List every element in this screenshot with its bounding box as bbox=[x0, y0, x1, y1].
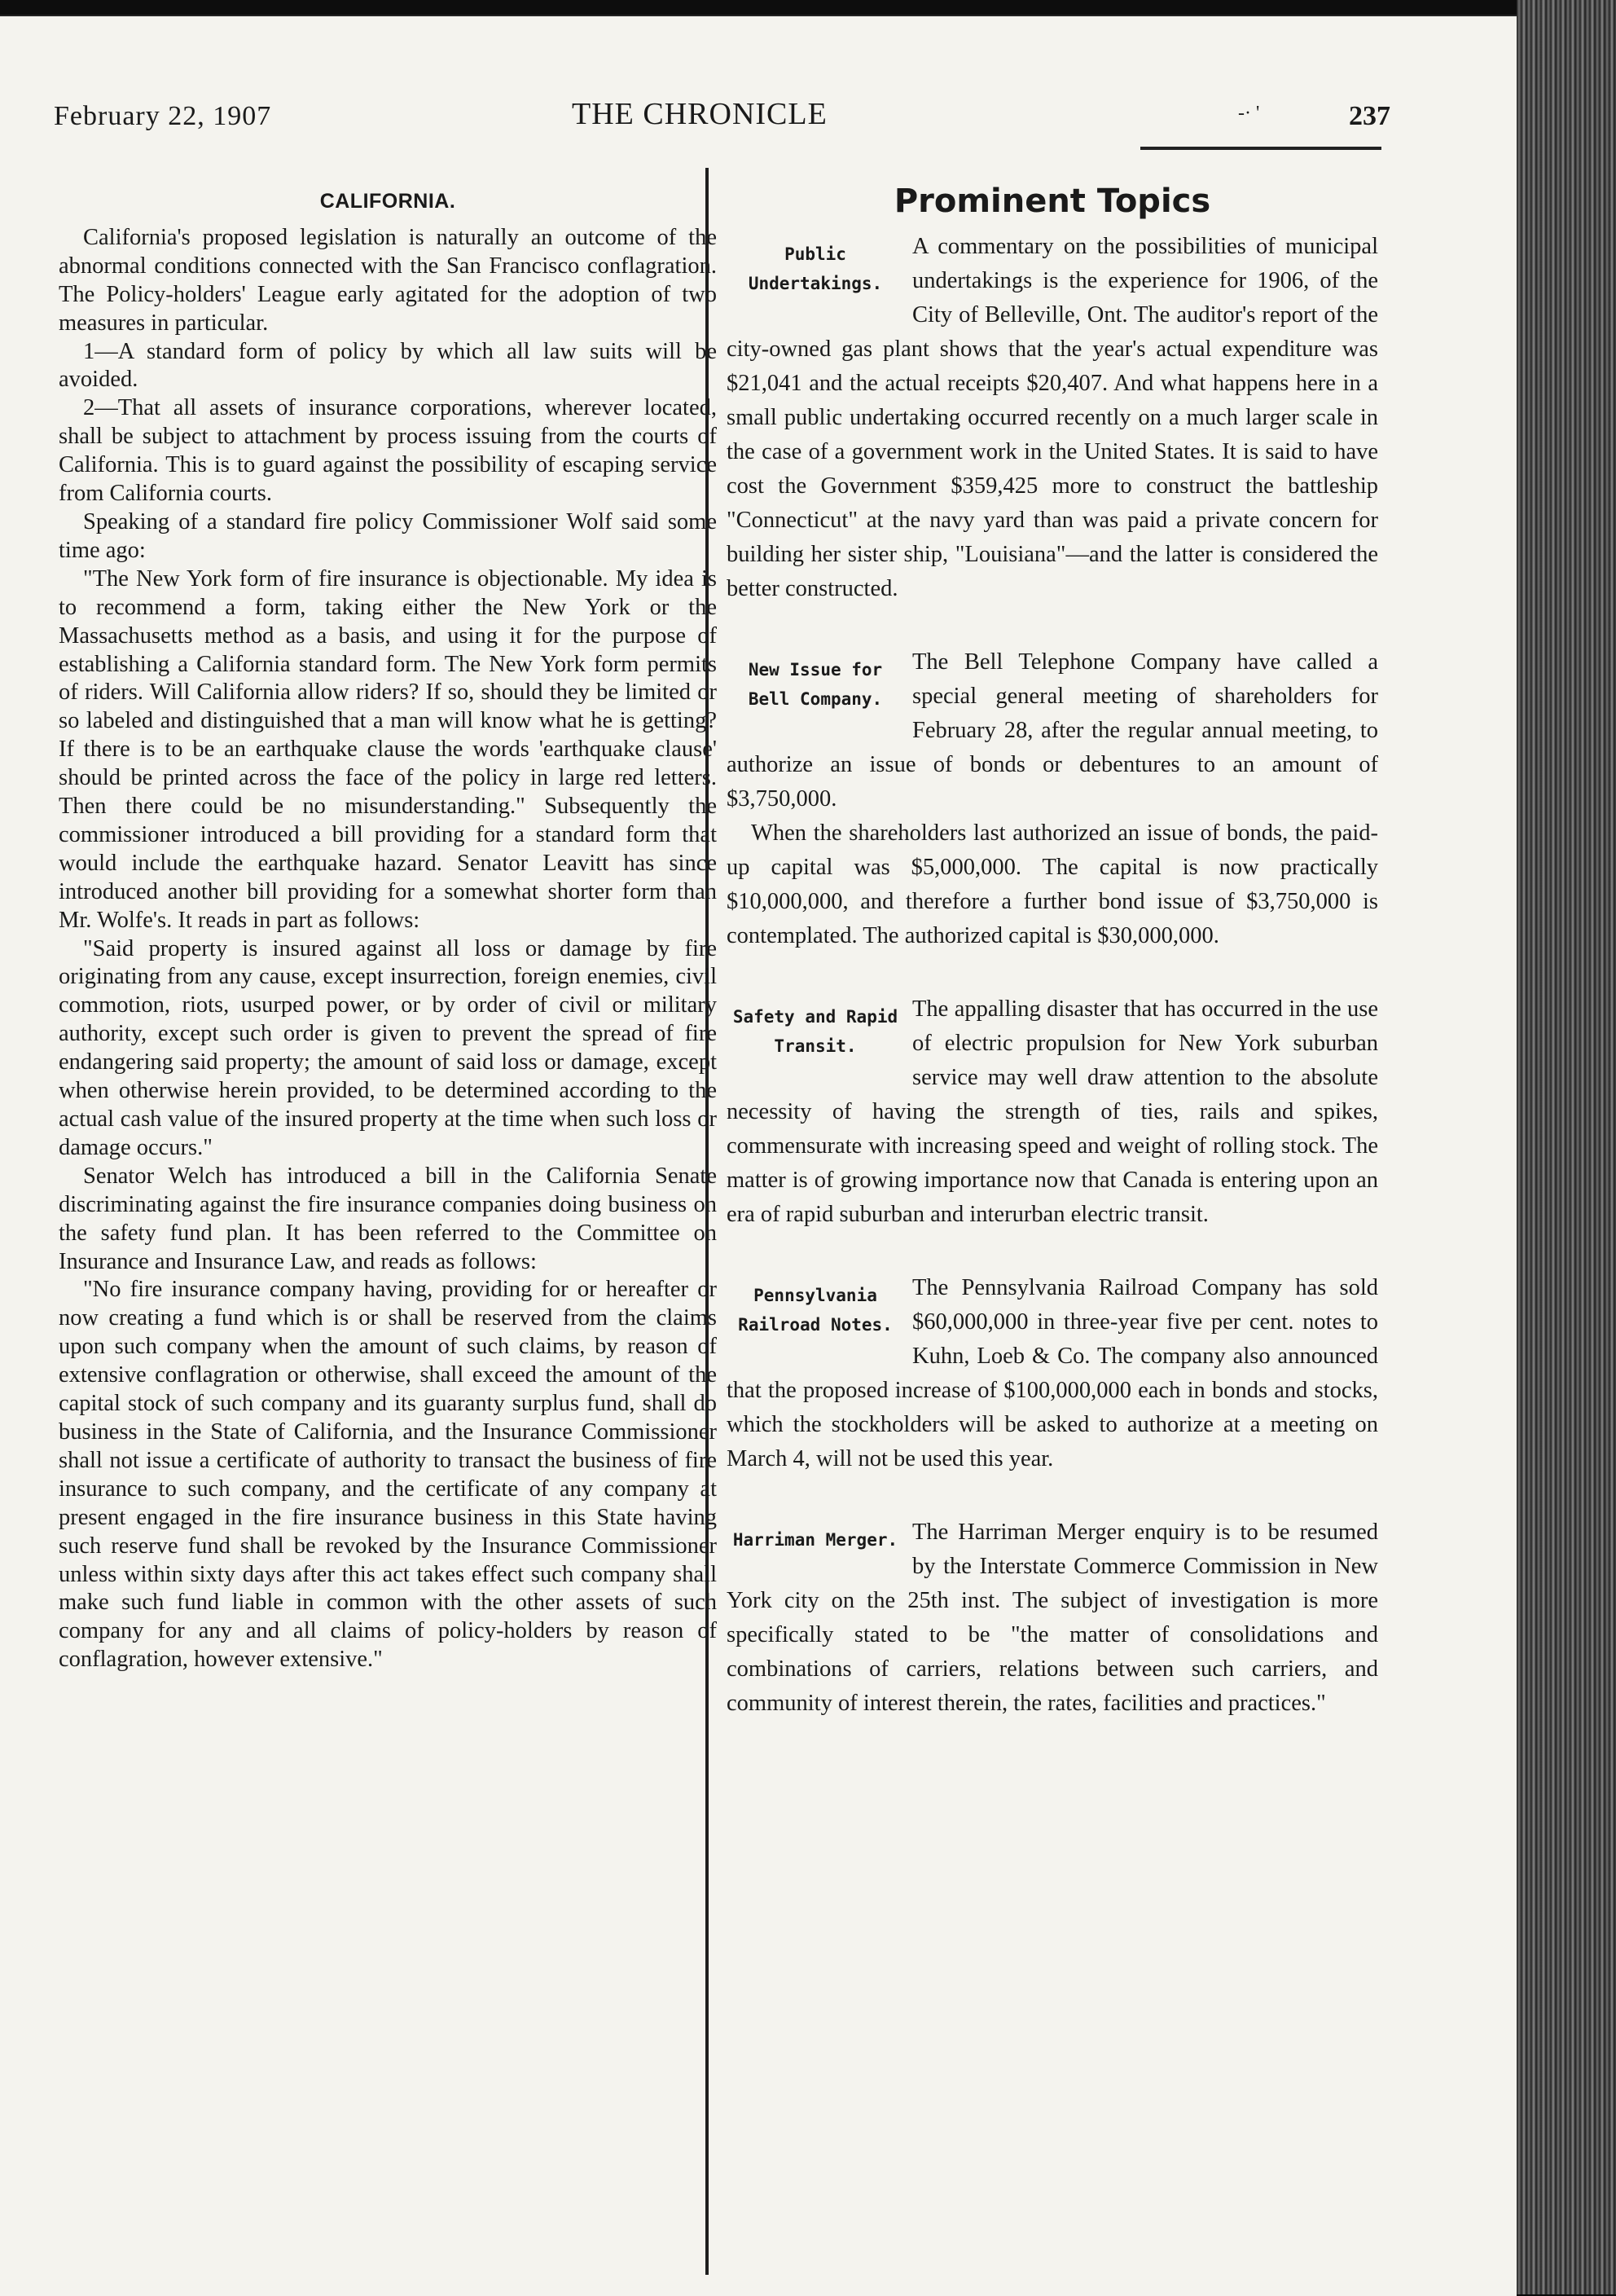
topic-paragraph: The appalling disaster that has occurred in the use of electric propulsion for New York suburban service may well draw attention to the absolute necessity of having the strength of ties, rails and spikes, commensurate with increasing speed and weight of rolling stock. The matter is of growing importance now that Canada is entering upon an era of rapid suburban and interurban electric transit. bbox=[727, 996, 1378, 1227]
header-rule bbox=[1140, 147, 1381, 150]
article-paragraph: Senator Welch has introduced a bill in the California Senate discriminating against the fire insurance companies doing business on the safety fund plan. It has been referred to the Committee on Insurance and Insurance Law, and reads as follows: bbox=[59, 1163, 717, 1274]
page-number: 237 bbox=[1349, 101, 1390, 131]
prominent-topics-column bbox=[727, 179, 1378, 1760]
topic-side-heading: Harriman Merger. bbox=[732, 1530, 898, 1550]
california-heading: CALIFORNIA. bbox=[319, 190, 456, 213]
topic-side-heading: Pennsylvania Railroad Notes. bbox=[738, 1286, 893, 1335]
california-article bbox=[59, 187, 717, 1674]
newspaper-page bbox=[0, 15, 1517, 2296]
topic-paragraph: The Pennsylvania Railroad Company has sold $60,000,000 in three-year five per cent. notes to Kuhn, Loeb & Co. The company also announced that the proposed increase of $100,000,000 each in bonds and stocks, which the stockholders will be asked to authorize at a meeting on March 4, will not be used this year. bbox=[727, 1275, 1378, 1471]
header-date: February 22, 1907 bbox=[54, 101, 272, 131]
page-header bbox=[54, 96, 1390, 145]
topic-side-heading: Safety and Rapid Transit. bbox=[732, 1007, 898, 1056]
topic-pennsylvania-railroad bbox=[727, 1271, 1378, 1476]
prominent-topics-heading: Prominent Topics bbox=[894, 183, 1211, 220]
article-paragraph: "No fire insurance company having, providing for or hereafter or now creating a fund which is or shall be reserved from the claims upon such company when the amount of such claims, by reason of extensive conflagration or otherwise, shall exceed the amount of the capital stock of such company and its guaranty surplus fund, shall do business in the State of California, and the Insurance Commissioner shall not issue a certificate of authority to transact the business of fire insurance to such company, and the certificate of any company at present engaged in the fire insurance business in this State having such reserve fund shall be revoked by the Insurance Commissioner unless within sixty days after this act takes effect such company shall make such fund liable in common with the other assets of such company for any and all claims of policy-holders by reason of conflagration, however extensive." bbox=[59, 1277, 717, 1673]
topic-bell-company bbox=[727, 645, 1378, 953]
article-paragraph: Speaking of a standard fire policy Commissioner Wolf said some time ago: bbox=[59, 508, 717, 563]
topic-safety-rapid-transit bbox=[727, 992, 1378, 1232]
topic-paragraph: The Harriman Merger enquiry is to be resumed by the Interstate Commerce Commission in New York city on the 25th inst. The subject of investigation is more specifically stated to be "the matter of consolidations and combinations of carriers, relations between such carriers, and community of interest therein, the rates, facilities and practices." bbox=[727, 1520, 1378, 1716]
article-paragraph: "The New York form of fire insurance is objectionable. My idea is to recommend a form, taking either the New York or the Massachusetts method as a basis, and using it for the purpose of establishing a California standard form. The New York form permits of riders. Will California allow riders? If so, should they be limited or so labeled and distinguished that a man will know what he is getting? If there is to be an earthquake clause the words 'earthquake clause' should be printed across the face of the policy in large red letters. Then there could be no misunderstanding." Subsequently the commissioner introduced a bill providing for a standard form that would include the earthquake hazard. Senator Leavitt has since introduced another bill providing for a somewhat shorter form than Mr. Wolfe's. It reads in part as follows: bbox=[59, 565, 717, 933]
article-paragraph: 2—That all assets of insurance corporations, wherever located, shall be subject to attachment by process issuing from the courts of California. This is to guard against the possibility of escaping service from California courts. bbox=[59, 395, 717, 507]
topic-harriman-merger bbox=[727, 1515, 1378, 1721]
article-paragraph: 1—A standard form of policy by which all law suits will be avoided. bbox=[59, 338, 717, 393]
article-paragraph: "Said property is insured against all loss or damage by fire originating from any cause, except insurrection, foreign enemies, civil commotion, riots, usurped power, or by order of civil or military authority, except such order is given to prevent the spread of fire endangering said property; the amount of said loss or damage, except when otherwise herein provided, to be determined according to the actual cash value of the insured property at the time when such loss or damage occurs." bbox=[59, 935, 717, 1160]
topic-paragraph: A commentary on the possibilities of municipal undertakings is the experience for 1906, of the City of Belleville, Ont. The auditor's report of the city-owned gas plant shows that the year's actual expenditure was $21,041 and the actual receipts $20,407. And what happens here in a small public undertaking occurred recently on a much larger scale in the case of a government work in the United States. It is said to have cost the Government $359,425 more to construct the battleship "Connecticut" at the navy yard than was paid a private concern for building her sister ship, "Louisiana"—and the latter is considered the better constructed. bbox=[727, 234, 1378, 601]
topic-side-heading: New Issue for Bell Company. bbox=[748, 660, 883, 709]
publication-title: THE CHRONICLE bbox=[572, 97, 828, 131]
topic-side-heading: Public Undertakings. bbox=[748, 244, 883, 293]
topic-paragraph: The Bell Telephone Company have called a special general meeting of shareholders for February 28, after the regular annual meeting, to authorize an issue of bonds or debentures to an amount of $3,750,000. bbox=[727, 649, 1378, 812]
topic-public-undertakings bbox=[727, 230, 1378, 606]
header-mark: -· ' bbox=[1238, 103, 1260, 124]
article-paragraph: California's proposed legislation is naturally an outcome of the abnormal conditions connected with the San Francisco conflagration. The Policy-holders' League early agitated for the adoption of two measures in particular. bbox=[59, 224, 717, 336]
topic-paragraph: When the shareholders last authorized an issue of bonds, the paid-up capital was $5,000,000. The capital is now practically $10,000,000, and therefore a further bond issue of $3,750,000 is contemplated. The authorized capital is $30,000,000. bbox=[727, 820, 1378, 948]
book-binding-edge bbox=[1517, 0, 1616, 2294]
